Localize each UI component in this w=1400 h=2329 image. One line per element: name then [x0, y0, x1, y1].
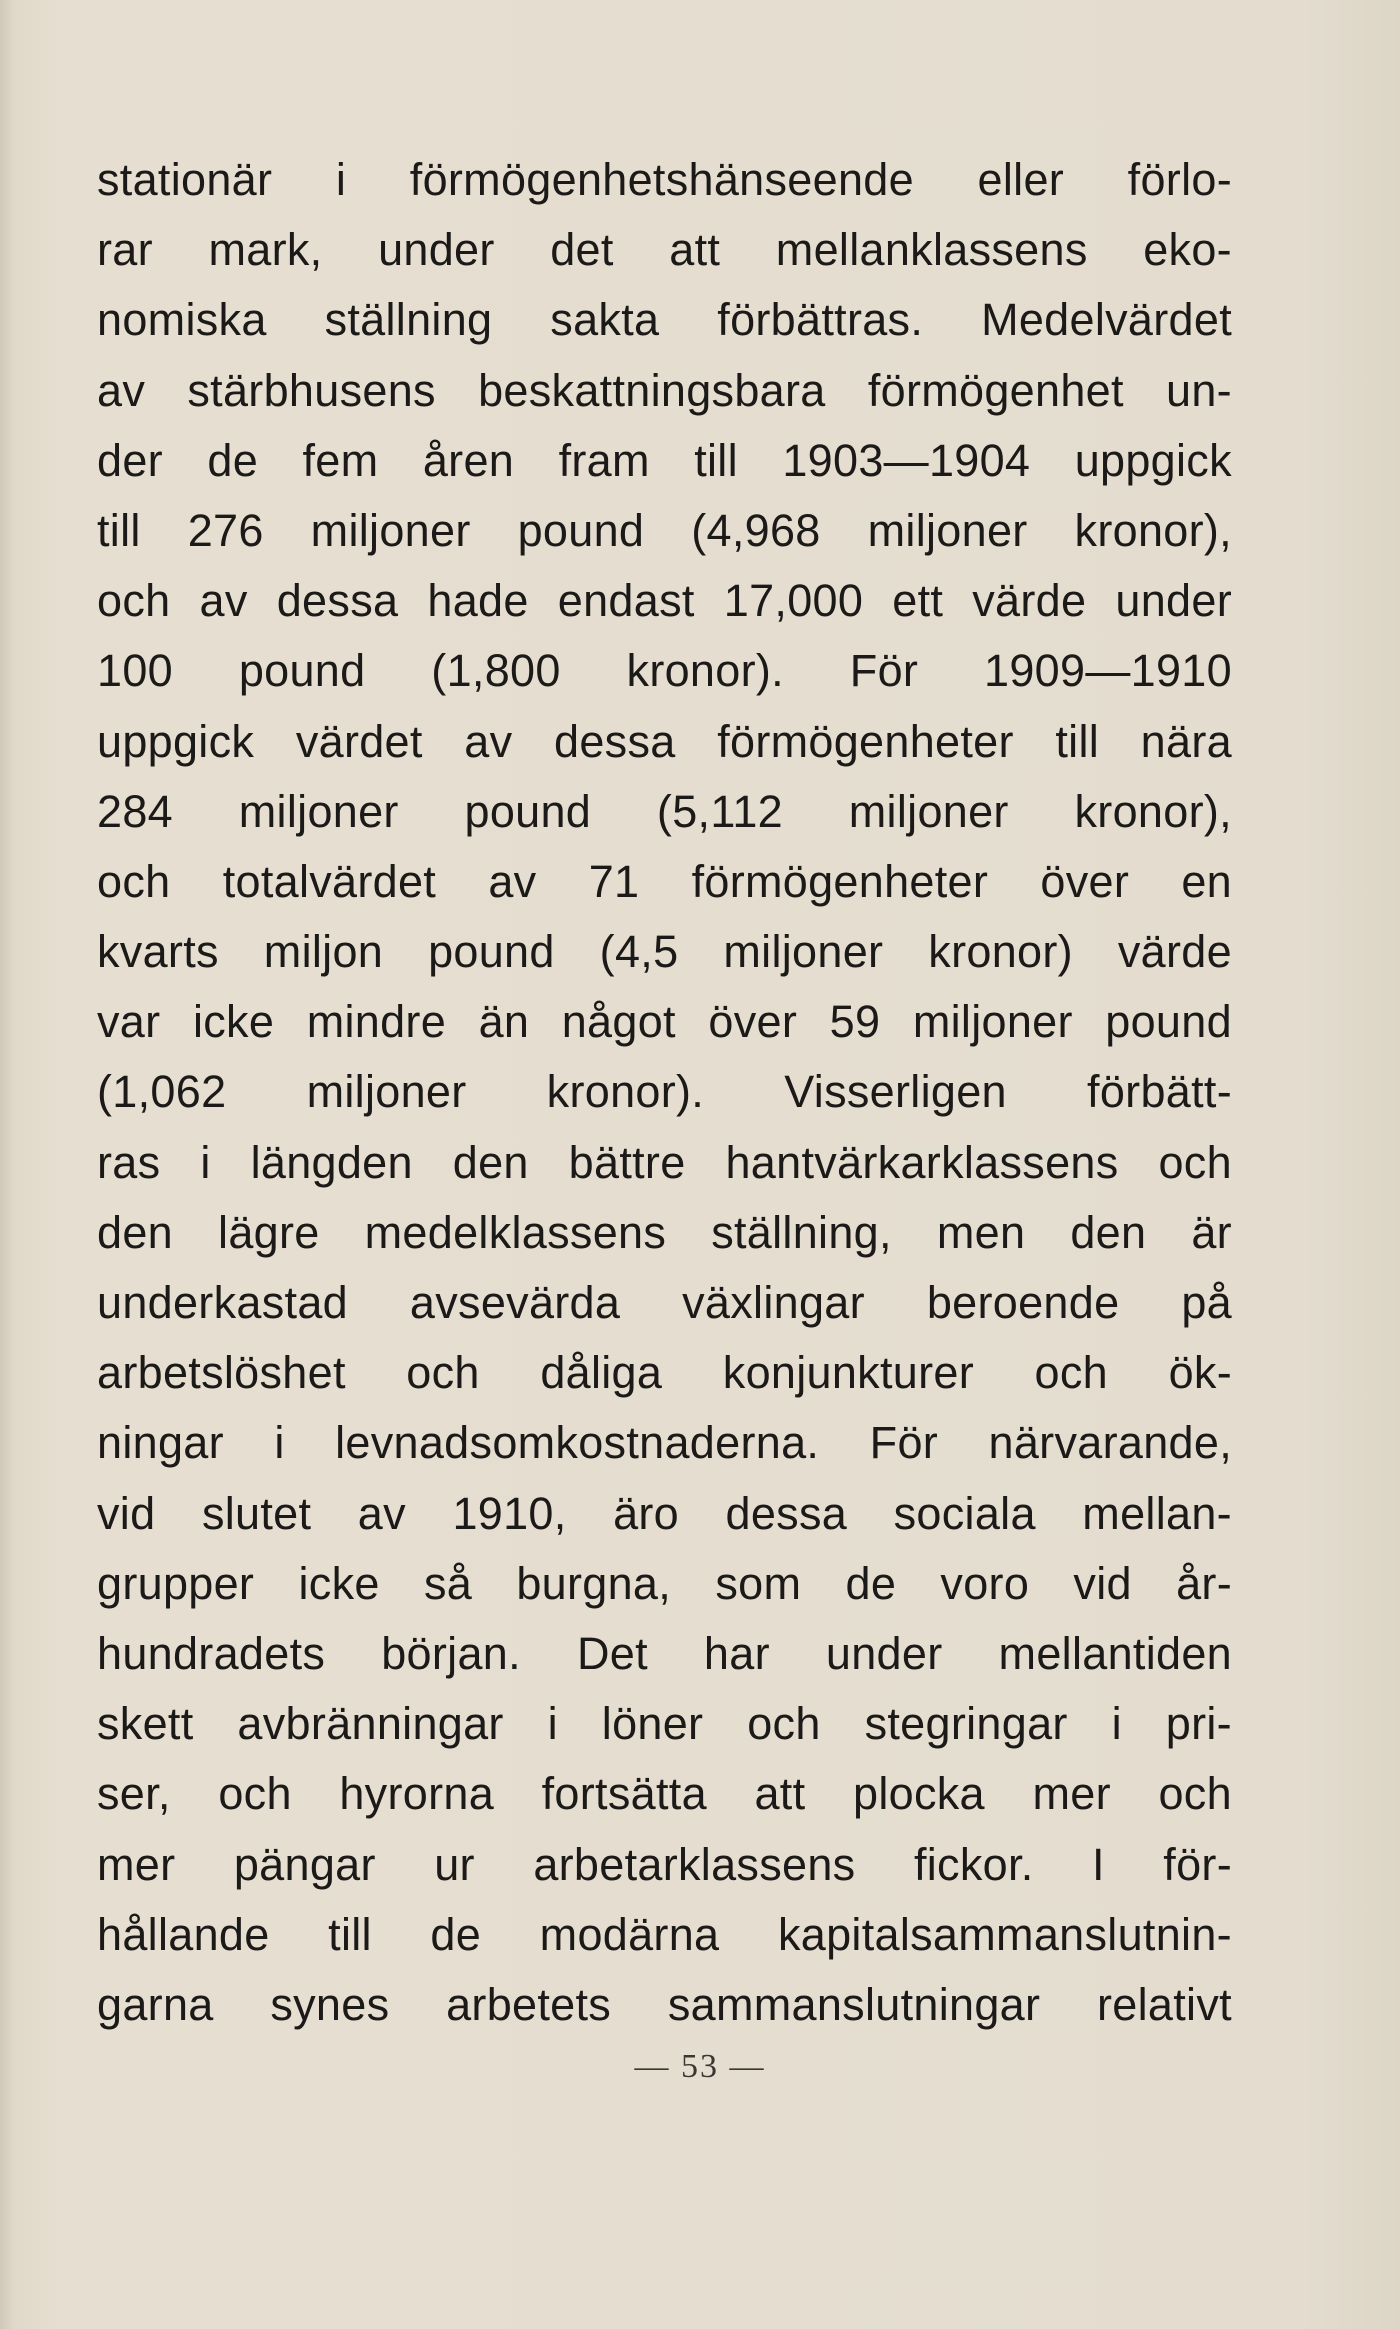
page-number: — 53 — [634, 2048, 766, 2085]
text-line: stationär i förmögenhetshänseende eller förlo- [97, 154, 1232, 205]
text-line: mer pängar ur arbetarklassens fickor. I för- [97, 1838, 1232, 1890]
text-line: vid slutet av 1910, äro dessa sociala mellan- [97, 1487, 1232, 1539]
body-text [97, 145, 1232, 2040]
text-line: grupper icke så burgna, som de voro vid år- [97, 1557, 1232, 1609]
text-line: till 276 miljoner pound (4,968 miljoner kronor), [97, 504, 1232, 556]
text-line: underkastad avsevärda växlingar beroende på [97, 1277, 1232, 1328]
text-line: nomiska ställning sakta förbättras. Medelvärdet [97, 294, 1232, 346]
text-line: uppgick värdet av dessa förmögenheter till nära [97, 715, 1232, 767]
text-line: och av dessa hade endast 17,000 ett värde under [97, 575, 1232, 627]
text-line: ningar i levnadsomkostnaderna. För närvarande, [97, 1417, 1232, 1469]
text-line: ser, och hyrorna fortsätta att plocka mer och [97, 1768, 1232, 1820]
text-line: kvarts miljon pound (4,5 miljoner kronor) värde [97, 926, 1232, 978]
text-line: var icke mindre än något över 59 miljoner pound [97, 996, 1232, 1048]
text-line: den lägre medelklassens ställning, men den är [97, 1206, 1232, 1258]
text-line: 284 miljoner pound (5,112 miljoner kronor), [97, 785, 1232, 837]
text-line: garna synes arbetets sammanslutningar relativt [97, 1978, 1232, 2030]
text-line: ras i längden den bättre hantvärkarklassens och [97, 1136, 1232, 1188]
text-line: av stärbhusens beskattningsbara förmögenhet un- [97, 364, 1232, 416]
text-line: 100 pound (1,800 kronor). För 1909—1910 [97, 645, 1232, 697]
text-line: der de fem åren fram till 1903—1904 uppgick [97, 434, 1232, 486]
text-line: skett avbränningar i löner och stegringar i pri- [97, 1698, 1232, 1750]
text-line: hundradets början. Det har under mellantiden [97, 1627, 1232, 1679]
text-line: arbetslöshet och dåliga konjunkturer och ök- [97, 1347, 1232, 1399]
text-line: (1,062 miljoner kronor). Visserligen förbätt- [97, 1066, 1232, 1118]
text-line: hållande till de modärna kapitalsammanslutnin- [97, 1908, 1232, 1960]
text-line: och totalvärdet av 71 förmögenheter över en [97, 855, 1232, 907]
text-line: rar mark, under det att mellanklassens eko- [97, 224, 1232, 276]
